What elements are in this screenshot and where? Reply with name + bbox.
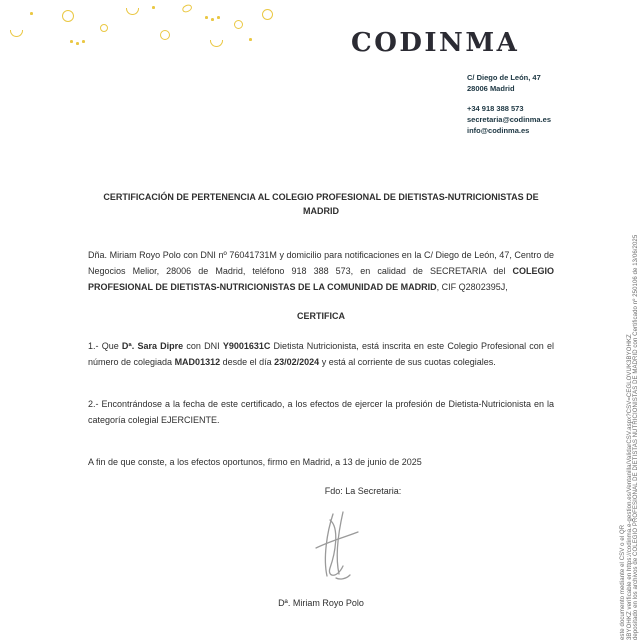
brand-logo: CODINMA	[351, 28, 520, 58]
contact-email-info: info@codinma.es	[467, 126, 530, 135]
doodle-dots-icon	[205, 16, 208, 19]
certifica-heading: CERTIFICA	[297, 311, 345, 321]
doodle-dot-icon	[30, 12, 33, 15]
intro-paragraph	[88, 247, 554, 295]
closing-paragraph: A fin de que conste, a los efectos oportunos, firmo en Madrid, a 13 de junio de 2025	[88, 457, 422, 467]
text-segment: 2.- Encontrándose a la fecha de este certificado, a los efectos de ejercer la profesión de Dietista-Nutricionista en la categoría colegial EJERCIENTE.	[88, 399, 554, 425]
contact-block	[467, 72, 551, 136]
doodle-arc-icon	[210, 40, 223, 47]
text-segment: con DNI	[183, 341, 223, 351]
signature-row	[102, 508, 568, 584]
signature-caption: Fdo: La Secretaria:	[324, 486, 402, 496]
handwritten-signature	[306, 508, 364, 582]
text-segment: 1.- Que	[88, 341, 122, 351]
text-segment: MAD01312	[174, 357, 221, 367]
verification-margin	[620, 0, 640, 640]
text-segment: Dietista Nutricionista, está inscrita en este Colegio Profesional con el número de colegiada	[88, 341, 555, 367]
doodle-dot-icon	[152, 6, 155, 9]
doodle-leaf-icon	[181, 3, 193, 13]
doodle-ring-icon	[100, 24, 108, 32]
contact-address-line2: 28006 Madrid	[467, 84, 515, 93]
certificate-body	[88, 190, 554, 619]
verification-margin-line-middle: 3BYOHKZ verificable en https://codinma.e-gestion.es/Ventanilla/ValidarCSV.aspx?CSV=CEGLOVUK3BYOHKZ	[626, 334, 633, 640]
text-segment: COLEGIO PROFESIONAL DE DIETISTAS-NUTRICIONISTAS DE LA COMUNIDAD DE MADRID	[88, 266, 554, 292]
text-segment: 23/02/2024	[274, 357, 320, 367]
item-1-paragraph	[88, 338, 554, 370]
text-segment: Y9001631C	[222, 341, 271, 351]
contact-phone: +34 918 388 573	[467, 104, 524, 113]
doodle-ring-icon	[62, 10, 74, 22]
doodle-dots-icon	[70, 40, 73, 43]
doodle-dot-icon	[249, 38, 252, 41]
certificate-title: CERTIFICACIÓN DE PERTENENCIA AL COLEGIO PROFESIONAL DE DIETISTAS-NUTRICIONISTAS DE MADRID	[103, 192, 539, 216]
doodle-ring-icon	[234, 20, 243, 29]
doodle-ring-icon	[160, 30, 170, 40]
text-segment: desde el día	[220, 357, 275, 367]
text-segment: , CIF Q2802395J,	[436, 282, 508, 292]
contact-address-line1: C/ Diego de León, 47	[467, 73, 541, 82]
item-2-paragraph	[88, 396, 554, 428]
contact-email-secretaria: secretaria@codinma.es	[467, 115, 552, 124]
signer-name: Dª. Miriam Royo Polo	[278, 598, 364, 608]
doodle-arc-icon	[10, 30, 23, 37]
text-segment: Dª. Sara Dipre	[121, 341, 184, 351]
text-segment: y está al corriente de sus cuotas colegiales.	[319, 357, 496, 367]
verification-margin-line-outer: depositado en los archivos de COLEGIO PROFESIONAL DE DIETISTAS NUTRICIONISTAS DE MADRID con Certificado nº 250106 de 13/06/2025	[633, 234, 639, 640]
verification-margin-line-inner: este documento mediante el CSV o el QR	[620, 524, 626, 640]
decorative-doodles	[0, 0, 300, 60]
text-segment: Dña. Miriam Royo Polo con DNI nº 76041731M y domicilio para notificaciones en la C/ Diego de León, 47, Centro de Negocios Melior, 28006 de Madrid, teléfono 918 388 573, en calidad de SECRETARIA del	[88, 250, 554, 276]
doodle-ring-icon	[262, 9, 273, 20]
doodle-arc-icon	[126, 8, 139, 15]
